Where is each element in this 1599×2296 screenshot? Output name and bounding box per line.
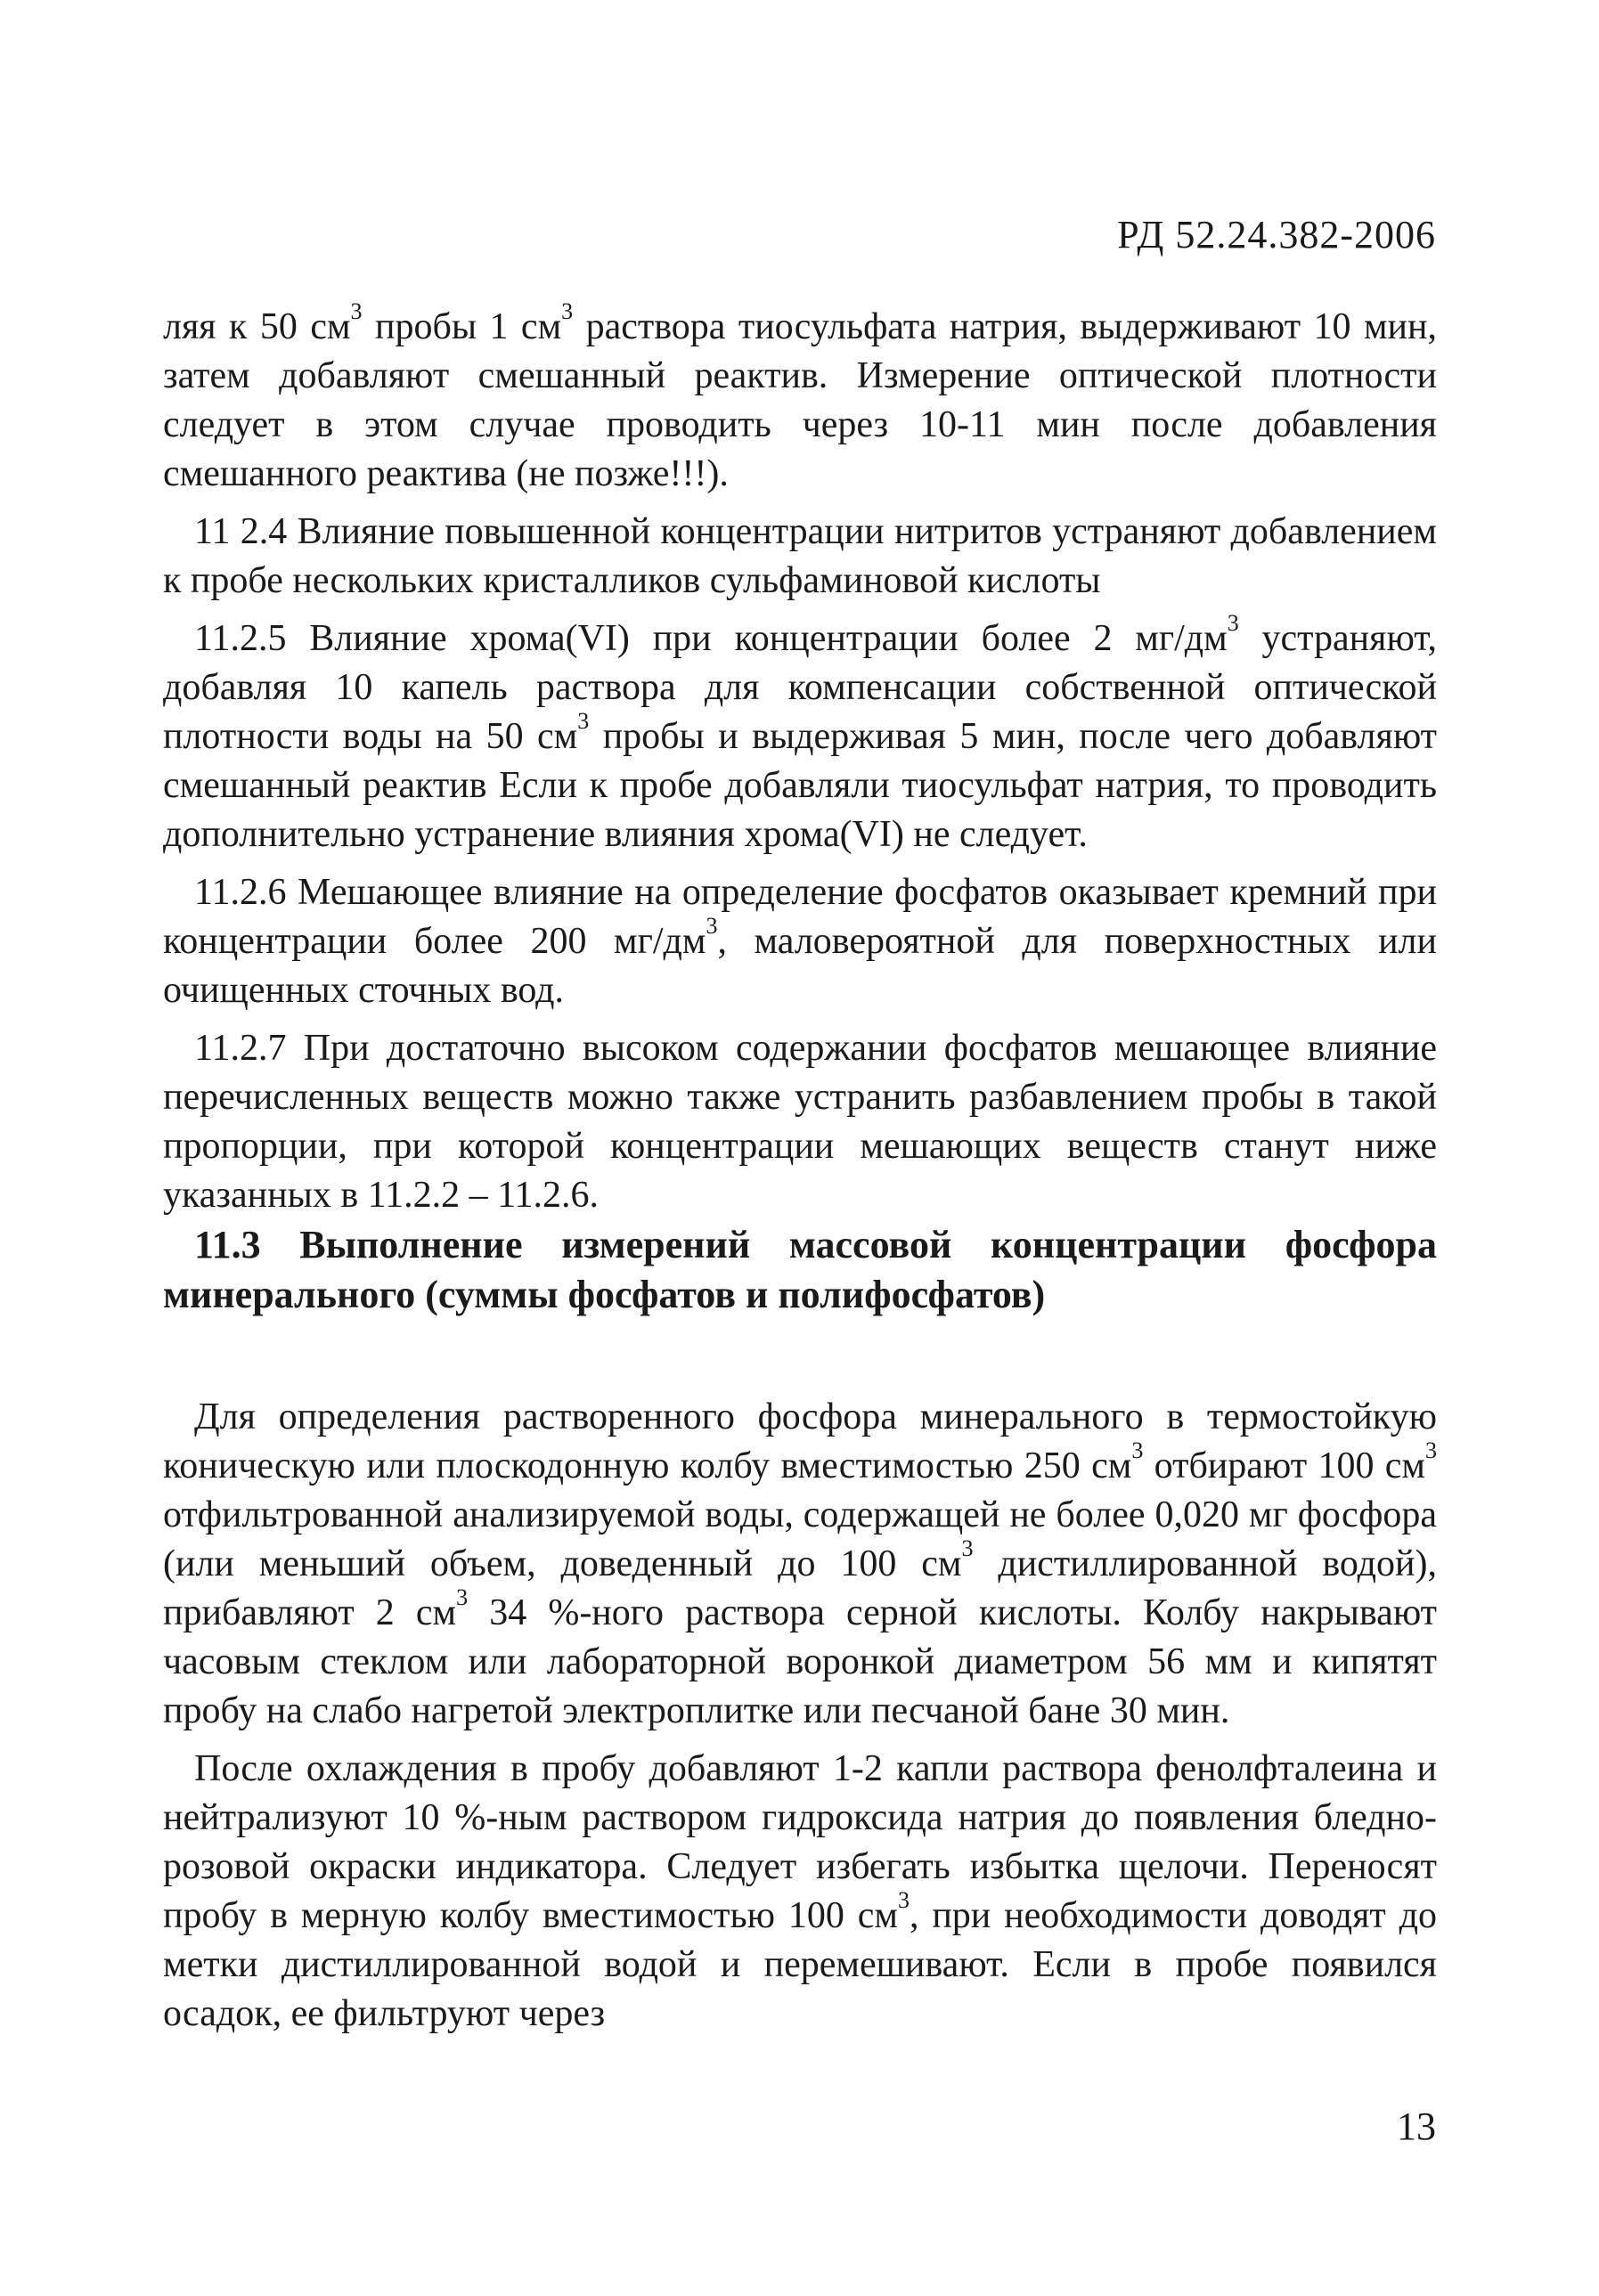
paragraph-continuation	[163, 298, 1437, 499]
superscript: 3	[1425, 1437, 1437, 1463]
paragraph-11-2-4: 11 2.4 Влияние повышенной концентрации нитритов устраняют добавлением к пробе нескольких кристалликов сульфаминовой кислоты	[163, 511, 1437, 601]
paragraph-11-3-cooling	[163, 1745, 1437, 2039]
text-segment: отфильтрованной анализируемой воды, содержащей не более 0,020 мг фосфора (или меньший объем, доведенный до 100 см	[163, 1494, 1437, 1584]
paragraph-11-2-5	[163, 610, 1437, 859]
paragraph-11-2-7: 11.2.7 При достаточно высоком содержании фосфатов мешающее влияние перечисленных веществ можно также устранить разбавлением пробы в такой пропорции, при которой концентрации мешающих веществ станут ниже указанных в 11.2.2 – 11.2.6.	[163, 1028, 1437, 1216]
superscript: 3	[1131, 1437, 1144, 1463]
superscript: 3	[961, 1535, 974, 1561]
text-segment: После охлаждения в пробу добавляют 1-2 капли раствора фенолфталеина и нейтрализуют 10 %-ным раствором гидроксида натрия до появления бледно-розовой окраски индикатора. Следует избегать избытка щелочи. Переносят пробу в мерную колбу вместимостью 100 см	[163, 1748, 1437, 1936]
text-segment: пробы и выдерживая 5 мин, после чего добавляют смешанный реактив Если к пробе добавляли тиосульфат натрия, то проводить дополнительно устранение влияния хрома(VI) не следует.	[163, 716, 1437, 855]
paragraph-11-3-intro	[163, 1393, 1437, 1736]
superscript: 3	[897, 1887, 910, 1913]
text-segment: 11.2.6 Мешающее влияние на определение фосфатов оказывает кремний при концентрации более 200 мг/дм	[163, 872, 1437, 962]
text-segment: отбирают 100 см	[1143, 1445, 1425, 1486]
text-segment: 11.2.5 Влияние хрома(VI) при концентрации более 2 мг/дм	[194, 618, 1228, 659]
superscript: 3	[577, 708, 590, 734]
document-code-header: РД 52.24.382-2006	[1117, 213, 1436, 256]
text-segment: Для определения растворенного фосфора минерального в термостойкую коническую или плоскодонную колбу вместимостью 250 см	[163, 1396, 1437, 1486]
paragraph-11-2-6	[163, 868, 1437, 1015]
text-segment: 34 %-ного раствора серной кислоты. Колбу накрывают часовым стеклом или лабораторной воронкой диаметром 56 мм и кипятят пробу на слабо нагретой электроплитке или песчаной бане 30 мин.	[163, 1592, 1437, 1731]
page-content	[163, 298, 1438, 2039]
page-number: 13	[1397, 2105, 1436, 2148]
text-segment: ляя к 50 см	[163, 306, 351, 347]
superscript: 3	[1227, 610, 1239, 636]
superscript: 3	[456, 1584, 469, 1610]
text-segment: пробы 1 см	[362, 306, 562, 347]
text-segment: раствора тиосульфата натрия, выдерживают 10 мин, затем добавляют смешанный реактив. Измерение оптической плотности следует в этом случае проводить через 10-11 мин после добавления смешанного реактива (не позже!!!).	[163, 306, 1437, 494]
superscript: 3	[706, 913, 718, 939]
text-segment: дистиллированной водой), прибавляют 2 см	[163, 1543, 1438, 1633]
superscript: 3	[561, 298, 574, 324]
text-segment: , при необходимости доводят до метки дистиллированной водой и перемешивают. Если в пробе появился осадок, ее фильтруют через	[163, 1895, 1437, 2034]
section-title-11-3: 11.3 Выполнение измерений массовой концентрации фосфора минерального (суммы фосфатов и полифосфатов)	[163, 1223, 1437, 1316]
text-segment: устраняют, добавляя 10 капель раствора для компенсации собственной оптической плотности воды на 50 см	[163, 618, 1437, 757]
superscript: 3	[350, 298, 363, 324]
text-segment: , маловероятной для поверхностных или очищенных сточных вод.	[163, 921, 1437, 1011]
